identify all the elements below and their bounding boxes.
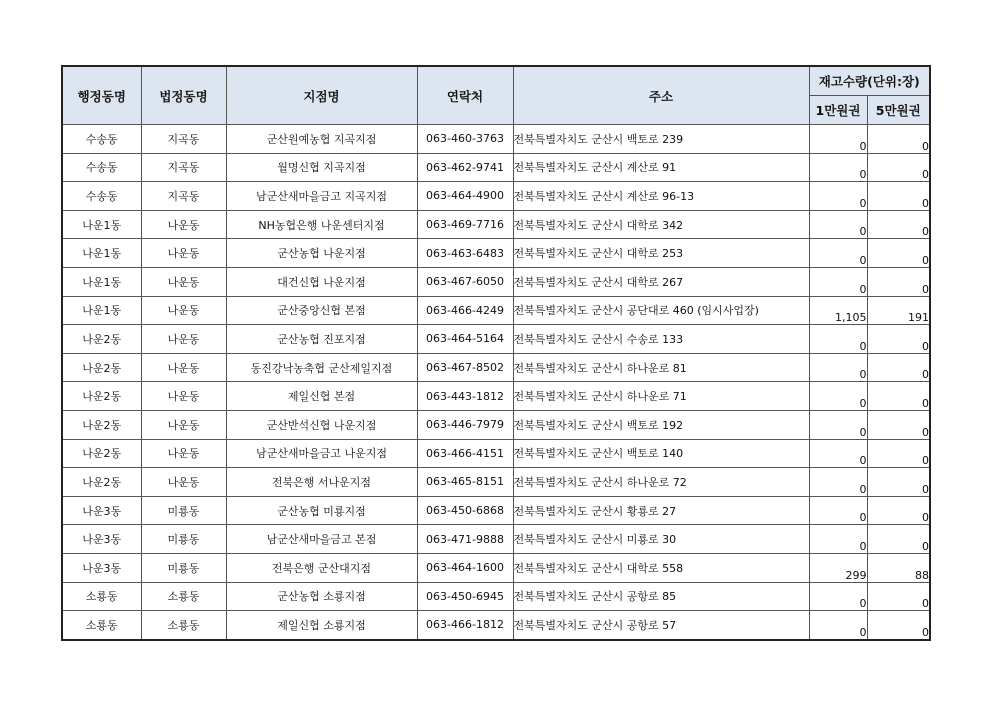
cell-admin-dong: 나운2동 bbox=[62, 325, 141, 354]
cell-note-50k: 0 bbox=[867, 382, 930, 411]
cell-address: 전북특별자치도 군산시 황룡로 27 bbox=[513, 496, 809, 525]
table-row bbox=[62, 553, 930, 582]
cell-branch: 남군산새마을금고 지곡지점 bbox=[226, 182, 417, 211]
cell-legal-dong: 나운동 bbox=[141, 468, 226, 497]
table-row bbox=[62, 496, 930, 525]
table-row bbox=[62, 611, 930, 640]
cell-address: 전북특별자치도 군산시 하나운로 72 bbox=[513, 468, 809, 497]
cell-note-10k: 0 bbox=[809, 353, 867, 382]
cell-branch: 군산농협 소룡지점 bbox=[226, 582, 417, 611]
cell-note-10k: 0 bbox=[809, 582, 867, 611]
cell-note-10k: 0 bbox=[809, 439, 867, 468]
cell-branch: 군산농협 진포지점 bbox=[226, 325, 417, 354]
cell-branch: 전북은행 군산대지점 bbox=[226, 553, 417, 582]
header-stock-group: 재고수량(단위:장) bbox=[809, 66, 930, 96]
table-body bbox=[62, 125, 930, 640]
cell-note-10k: 0 bbox=[809, 382, 867, 411]
table-row bbox=[62, 296, 930, 325]
table-row bbox=[62, 239, 930, 268]
cell-note-50k: 88 bbox=[867, 553, 930, 582]
table-row bbox=[62, 353, 930, 382]
cell-branch: 군산원예농협 지곡지점 bbox=[226, 125, 417, 154]
cell-phone: 063-466-4249 bbox=[417, 296, 513, 325]
table-row bbox=[62, 267, 930, 296]
table-row bbox=[62, 382, 930, 411]
cell-note-50k: 0 bbox=[867, 182, 930, 211]
cell-branch: 동진강낙농축협 군산제일지점 bbox=[226, 353, 417, 382]
cell-admin-dong: 나운1동 bbox=[62, 267, 141, 296]
cell-note-50k: 0 bbox=[867, 525, 930, 554]
cell-admin-dong: 나운1동 bbox=[62, 296, 141, 325]
cell-phone: 063-450-6945 bbox=[417, 582, 513, 611]
cell-note-50k: 0 bbox=[867, 439, 930, 468]
cell-note-10k: 0 bbox=[809, 496, 867, 525]
header-note-10k: 1만원권 bbox=[809, 96, 867, 125]
cell-branch: 군산중앙신협 본점 bbox=[226, 296, 417, 325]
branch-stock-table bbox=[61, 65, 931, 641]
cell-address: 전북특별자치도 군산시 수송로 133 bbox=[513, 325, 809, 354]
cell-address: 전북특별자치도 군산시 백토로 192 bbox=[513, 410, 809, 439]
cell-note-50k: 0 bbox=[867, 210, 930, 239]
cell-address: 전북특별자치도 군산시 미룡로 30 bbox=[513, 525, 809, 554]
cell-admin-dong: 나운3동 bbox=[62, 525, 141, 554]
cell-branch: 남군산새마을금고 본점 bbox=[226, 525, 417, 554]
header-legal-dong: 법정동명 bbox=[141, 66, 226, 125]
cell-phone: 063-460-3763 bbox=[417, 125, 513, 154]
table-row bbox=[62, 125, 930, 154]
cell-branch: 대건신협 나운지점 bbox=[226, 267, 417, 296]
table-row bbox=[62, 325, 930, 354]
cell-note-10k: 0 bbox=[809, 153, 867, 182]
cell-note-50k: 0 bbox=[867, 267, 930, 296]
header-phone: 연락처 bbox=[417, 66, 513, 125]
cell-phone: 063-469-7716 bbox=[417, 210, 513, 239]
cell-note-10k: 0 bbox=[809, 468, 867, 497]
cell-phone: 063-466-1812 bbox=[417, 611, 513, 640]
cell-admin-dong: 수송동 bbox=[62, 182, 141, 211]
cell-address: 전북특별자치도 군산시 하나운로 71 bbox=[513, 382, 809, 411]
table-row bbox=[62, 439, 930, 468]
cell-legal-dong: 지곡동 bbox=[141, 153, 226, 182]
cell-legal-dong: 지곡동 bbox=[141, 125, 226, 154]
cell-legal-dong: 소룡동 bbox=[141, 611, 226, 640]
cell-note-10k: 0 bbox=[809, 125, 867, 154]
cell-note-10k: 0 bbox=[809, 210, 867, 239]
cell-address: 전북특별자치도 군산시 하나운로 81 bbox=[513, 353, 809, 382]
cell-branch: 제일신협 본점 bbox=[226, 382, 417, 411]
cell-note-50k: 0 bbox=[867, 325, 930, 354]
header-note-50k: 5만원권 bbox=[867, 96, 930, 125]
cell-note-50k: 0 bbox=[867, 468, 930, 497]
cell-legal-dong: 나운동 bbox=[141, 382, 226, 411]
cell-admin-dong: 나운2동 bbox=[62, 468, 141, 497]
cell-note-50k: 0 bbox=[867, 153, 930, 182]
cell-admin-dong: 수송동 bbox=[62, 125, 141, 154]
cell-note-10k: 1,105 bbox=[809, 296, 867, 325]
cell-phone: 063-465-8151 bbox=[417, 468, 513, 497]
cell-phone: 063-466-4151 bbox=[417, 439, 513, 468]
cell-note-10k: 0 bbox=[809, 239, 867, 268]
cell-admin-dong: 나운1동 bbox=[62, 239, 141, 268]
cell-phone: 063-464-4900 bbox=[417, 182, 513, 211]
cell-address: 전북특별자치도 군산시 공단대로 460 (임시사업장) bbox=[513, 296, 809, 325]
cell-legal-dong: 미룡동 bbox=[141, 496, 226, 525]
cell-note-10k: 299 bbox=[809, 553, 867, 582]
header-address: 주소 bbox=[513, 66, 809, 125]
cell-legal-dong: 지곡동 bbox=[141, 182, 226, 211]
cell-note-50k: 0 bbox=[867, 125, 930, 154]
cell-admin-dong: 소룡동 bbox=[62, 611, 141, 640]
cell-phone: 063-471-9888 bbox=[417, 525, 513, 554]
cell-legal-dong: 나운동 bbox=[141, 210, 226, 239]
cell-legal-dong: 나운동 bbox=[141, 267, 226, 296]
cell-branch: 제일신협 소룡지점 bbox=[226, 611, 417, 640]
cell-legal-dong: 나운동 bbox=[141, 239, 226, 268]
cell-note-50k: 0 bbox=[867, 353, 930, 382]
header-admin-dong: 행정동명 bbox=[62, 66, 141, 125]
cell-admin-dong: 수송동 bbox=[62, 153, 141, 182]
cell-phone: 063-463-6483 bbox=[417, 239, 513, 268]
cell-phone: 063-443-1812 bbox=[417, 382, 513, 411]
cell-note-10k: 0 bbox=[809, 410, 867, 439]
header-branch: 지점명 bbox=[226, 66, 417, 125]
cell-phone: 063-467-6050 bbox=[417, 267, 513, 296]
table-row bbox=[62, 153, 930, 182]
cell-branch: 군산반석신협 나운지점 bbox=[226, 410, 417, 439]
cell-address: 전북특별자치도 군산시 공항로 85 bbox=[513, 582, 809, 611]
cell-admin-dong: 나운2동 bbox=[62, 353, 141, 382]
cell-note-50k: 0 bbox=[867, 496, 930, 525]
cell-address: 전북특별자치도 군산시 계산로 91 bbox=[513, 153, 809, 182]
cell-admin-dong: 나운2동 bbox=[62, 439, 141, 468]
cell-address: 전북특별자치도 군산시 공항로 57 bbox=[513, 611, 809, 640]
cell-legal-dong: 나운동 bbox=[141, 325, 226, 354]
cell-phone: 063-462-9741 bbox=[417, 153, 513, 182]
cell-note-50k: 0 bbox=[867, 239, 930, 268]
cell-address: 전북특별자치도 군산시 대학로 558 bbox=[513, 553, 809, 582]
table-row bbox=[62, 582, 930, 611]
cell-note-10k: 0 bbox=[809, 267, 867, 296]
cell-branch: NH농협은행 나운센터지점 bbox=[226, 210, 417, 239]
cell-note-10k: 0 bbox=[809, 182, 867, 211]
cell-phone: 063-446-7979 bbox=[417, 410, 513, 439]
table-row bbox=[62, 468, 930, 497]
cell-branch: 남군산새마을금고 나운지점 bbox=[226, 439, 417, 468]
cell-address: 전북특별자치도 군산시 계산로 96-13 bbox=[513, 182, 809, 211]
cell-legal-dong: 나운동 bbox=[141, 353, 226, 382]
cell-admin-dong: 소룡동 bbox=[62, 582, 141, 611]
cell-branch: 전북은행 서나운지점 bbox=[226, 468, 417, 497]
cell-admin-dong: 나운1동 bbox=[62, 210, 141, 239]
cell-phone: 063-464-1600 bbox=[417, 553, 513, 582]
cell-note-50k: 0 bbox=[867, 410, 930, 439]
cell-note-50k: 191 bbox=[867, 296, 930, 325]
cell-phone: 063-467-8502 bbox=[417, 353, 513, 382]
cell-admin-dong: 나운2동 bbox=[62, 410, 141, 439]
cell-admin-dong: 나운3동 bbox=[62, 496, 141, 525]
cell-note-50k: 0 bbox=[867, 611, 930, 640]
cell-branch: 군산농협 나운지점 bbox=[226, 239, 417, 268]
cell-legal-dong: 나운동 bbox=[141, 410, 226, 439]
cell-branch: 월명신협 지곡지점 bbox=[226, 153, 417, 182]
cell-admin-dong: 나운3동 bbox=[62, 553, 141, 582]
table-row bbox=[62, 525, 930, 554]
cell-note-10k: 0 bbox=[809, 611, 867, 640]
cell-note-10k: 0 bbox=[809, 325, 867, 354]
cell-legal-dong: 미룡동 bbox=[141, 553, 226, 582]
cell-address: 전북특별자치도 군산시 백토로 140 bbox=[513, 439, 809, 468]
table-header bbox=[62, 66, 930, 125]
cell-phone: 063-464-5164 bbox=[417, 325, 513, 354]
cell-note-50k: 0 bbox=[867, 582, 930, 611]
cell-legal-dong: 소룡동 bbox=[141, 582, 226, 611]
cell-legal-dong: 나운동 bbox=[141, 439, 226, 468]
cell-admin-dong: 나운2동 bbox=[62, 382, 141, 411]
cell-legal-dong: 나운동 bbox=[141, 296, 226, 325]
table-row bbox=[62, 410, 930, 439]
cell-phone: 063-450-6868 bbox=[417, 496, 513, 525]
cell-address: 전북특별자치도 군산시 대학로 267 bbox=[513, 267, 809, 296]
table-row bbox=[62, 182, 930, 211]
table-row bbox=[62, 210, 930, 239]
cell-legal-dong: 미룡동 bbox=[141, 525, 226, 554]
cell-note-10k: 0 bbox=[809, 525, 867, 554]
cell-address: 전북특별자치도 군산시 대학로 342 bbox=[513, 210, 809, 239]
cell-address: 전북특별자치도 군산시 백토로 239 bbox=[513, 125, 809, 154]
cell-address: 전북특별자치도 군산시 대학로 253 bbox=[513, 239, 809, 268]
cell-branch: 군산농협 미룡지점 bbox=[226, 496, 417, 525]
